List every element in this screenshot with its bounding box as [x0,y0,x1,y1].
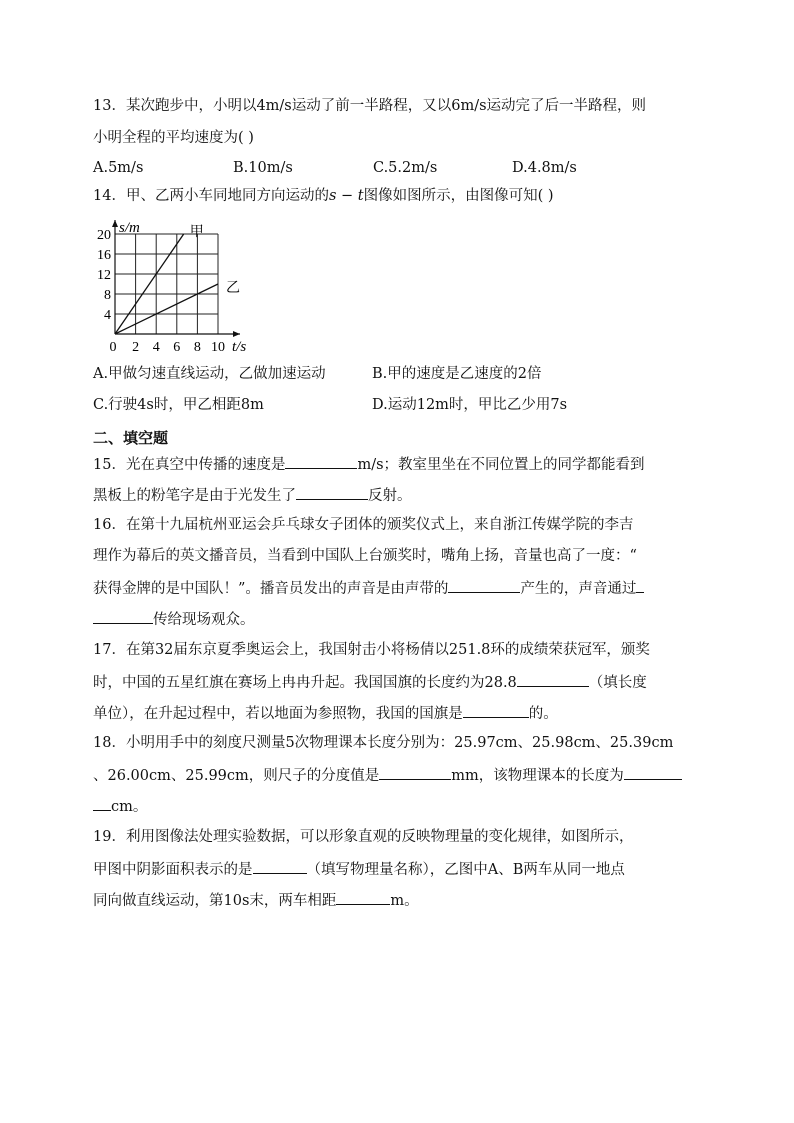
q16-blank-2-start[interactable] [636,577,644,593]
q16-line2: 理作为幕后的英文播音员，当看到中国队上台颁奖时，嘴角上扬，音量也高了一度：“ [93,548,637,564]
q14-stem [93,186,554,206]
series-line-0 [115,234,184,334]
q15-blank-2[interactable] [296,484,368,500]
q16-text-c: 传给现场观众。 [153,612,255,628]
q19-blank-1[interactable] [253,858,307,874]
q14-stem-after: 图像如图所示，由图像可知( ) [363,188,554,204]
q19-text-d: m。 [390,893,419,909]
x-tick-label: 0 [109,340,117,355]
q15-blank-1[interactable] [285,453,357,469]
y-tick-label: 12 [97,268,111,283]
q16-text-b: 产生的，声音通过 [520,581,637,597]
x-axis-label: t/s [232,339,247,355]
q19-line3 [93,889,419,911]
y-tick-label: 16 [97,248,111,263]
q17-text-a: 时，中国的五星红旗在赛场上冉冉升起。我国国旗的长度约为28.8 [93,675,517,691]
q19-line2 [93,858,625,880]
q15-text-a: 15．光在真空中传播的速度是 [93,457,286,473]
q18-blank-1[interactable] [379,764,451,780]
q16-blank-2-end[interactable] [93,608,153,624]
q13-option-b: B.10m/s [233,160,293,176]
q16-line3 [93,577,644,599]
x-axis-arrow [233,331,240,337]
q16-blank-1[interactable] [448,577,520,593]
q17-line2 [93,671,647,693]
q18-text-c: cm。 [111,799,148,815]
q14-option-c: C.行驶4s时，甲乙相距8m [93,397,264,413]
q14-option-b: B.甲的速度是乙速度的2倍 [372,366,542,382]
series-label-1: 乙 [226,281,240,296]
q14-stem-before: 14．甲、乙两小车同地同方向运动的 [93,188,329,204]
y-tick-label: 8 [104,288,111,303]
q18-text-a: 、26.00cm、25.99cm，则尺子的分度值是 [93,768,380,784]
q17-blank-2[interactable] [463,702,529,718]
q17-text-b: （填长度 [588,675,647,691]
q13-option-d: D.4.8m/s [512,160,577,176]
q14-option-a: A.甲做匀速直线运动，乙做加速运动 [93,366,326,382]
y-tick-label: 20 [97,228,111,243]
q16-line1: 16．在第十九届杭州亚运会乒乓球女子团体的颁奖仪式上，来自浙江传媒学院的李吉 [93,517,634,533]
q15-text-d: 反射。 [368,488,412,504]
y-axis-label: s/m [119,220,140,236]
s-t-graph [93,212,268,360]
q18-text-b: mm，该物理课本的长度为 [451,768,624,784]
q13-option-a: A.5m/s [93,160,144,176]
q13-stem-line2: 小明全程的平均速度为( ) [93,130,254,146]
q18-line3 [93,795,147,817]
q16-line4 [93,608,255,630]
section-title-fill-in: 二、填空题 [93,429,169,447]
q19-line1: 19．利用图像法处理实验数据，可以形象直观的反映物理量的变化规律，如图所示， [93,829,634,845]
x-tick-label: 6 [173,340,181,355]
q14-option-d: D.运动12m时，甲比乙少用7s [372,397,568,413]
q17-line3 [93,702,558,724]
q18-blank-2-end[interactable] [93,795,111,811]
y-axis-arrow [112,220,118,227]
x-tick-label: 10 [211,340,225,355]
q15-line2 [93,484,412,506]
q15-text-c: 黑板上的粉笔字是由于光发生了 [93,488,296,504]
x-tick-label: 8 [193,340,201,355]
q17-line1: 17．在第32届东京夏季奥运会上，我国射击小将杨倩以251.8环的成绩荣获冠军，颁奖 [93,642,650,658]
q17-text-c: 单位），在升起过程中，若以地面为参照物，我国的国旗是 [93,706,463,722]
q19-text-b: （填写物理量名称），乙图中A、B两车从同一地点 [306,862,625,878]
x-tick-label: 2 [132,340,140,355]
q17-text-d: 的。 [528,706,558,722]
x-tick-label: 4 [152,340,160,355]
q18-blank-2-start[interactable] [624,764,682,780]
q17-blank-1[interactable] [517,671,589,687]
q13-stem-line1: 13．某次跑步中，小明以4m/s运动了前一半路程，又以6m/s运动完了后一半路程，则 [93,98,647,114]
series-line-1 [115,284,218,334]
y-tick-label: 4 [104,308,111,323]
q19-text-c: 同向做直线运动，第10s末，两车相距 [93,893,337,909]
q19-blank-2[interactable] [336,889,390,905]
q16-text-a: 获得金牌的是中国队！”。播音员发出的声音是由声带的 [93,581,449,597]
series-label-0: 甲 [189,225,204,240]
q15-line1 [93,453,645,475]
q18-line2 [93,764,682,786]
q13-option-c: C.5.2m/s [373,160,438,176]
q14-stem-symbol: s − t [328,188,364,204]
q19-text-a: 甲图中阴影面积表示的是 [93,862,253,878]
q15-text-b: m/s；教室里坐在不同位置上的同学都能看到 [357,457,645,473]
q18-line1: 18．小明用手中的刻度尺测量5次物理课本长度分别为：25.97cm、25.98cm、25.39cm [93,735,674,751]
